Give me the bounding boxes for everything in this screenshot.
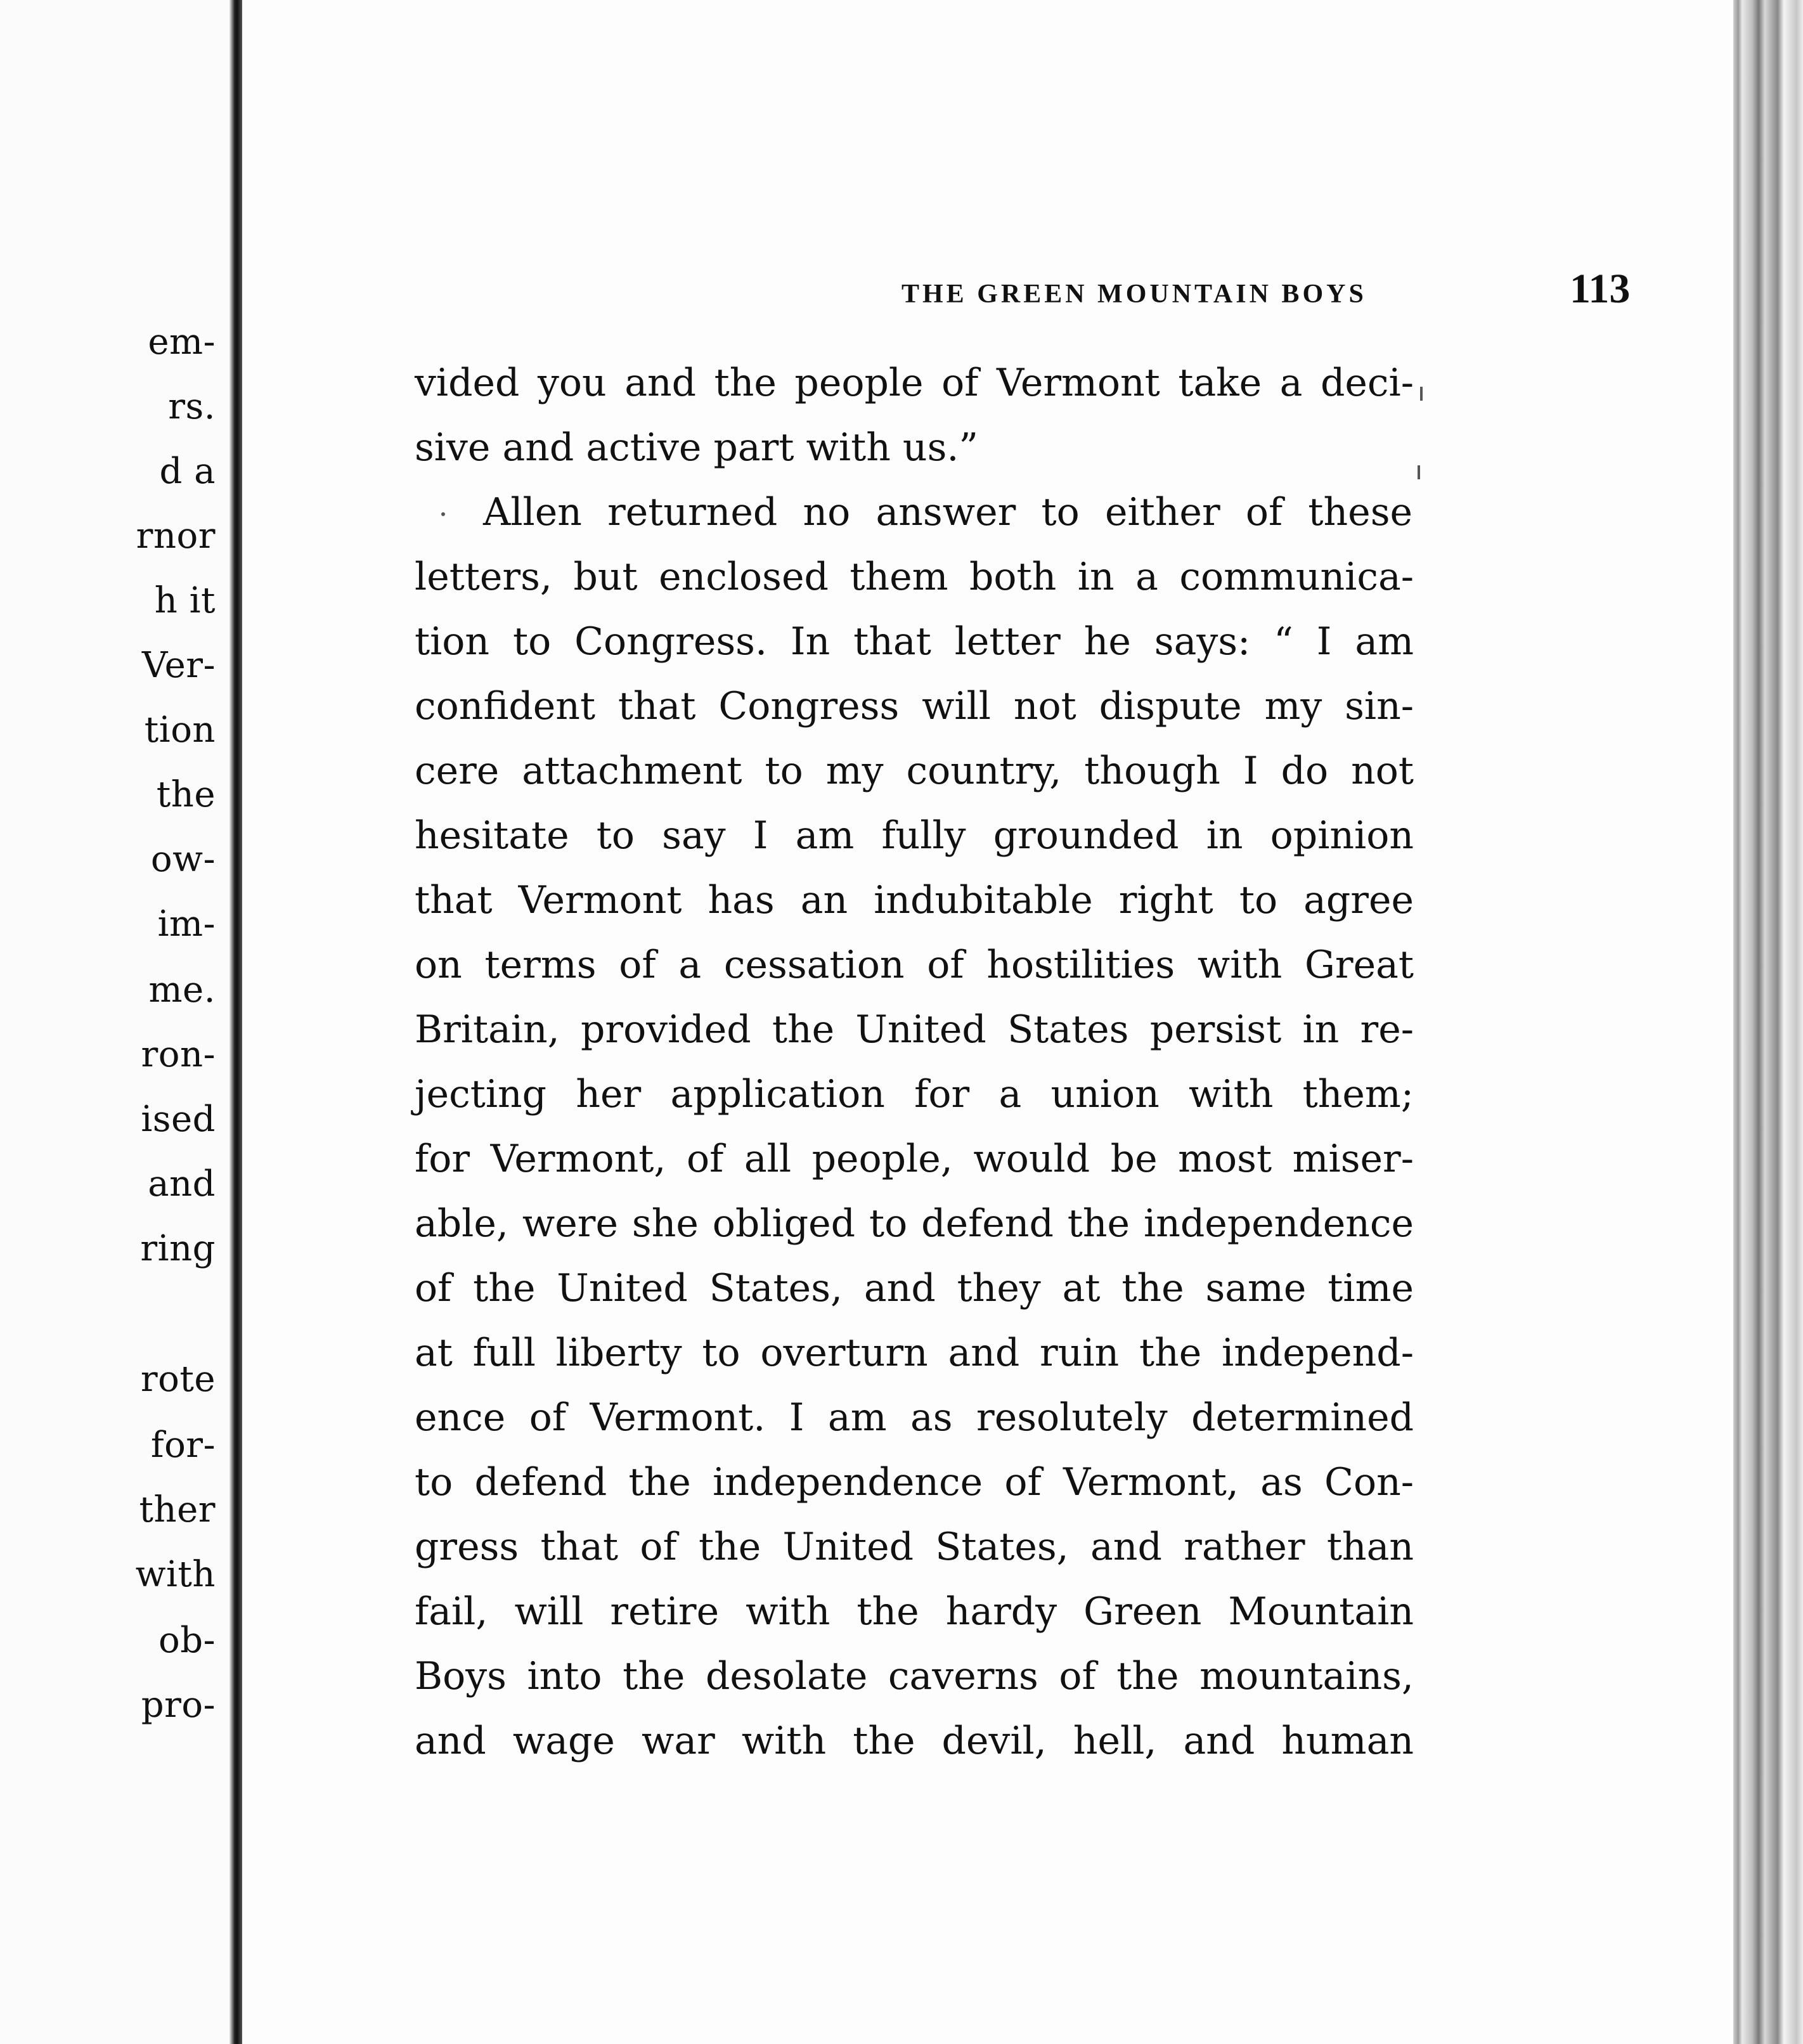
left-page-line: ob- [158,1620,216,1661]
body-line: cere attachment to my country, though I do not [415,749,1414,793]
body-line: able, were she obliged to defend the independence [415,1201,1414,1246]
left-page-line: rote [140,1359,216,1400]
body-line: hesitate to say I am fully grounded in opinion [415,813,1414,858]
body-line: sive and active part with us.” [415,425,979,470]
left-page-line: me. [148,969,216,1011]
left-page-line: ised [141,1099,216,1140]
body-line: gress that of the United States, and rather than [415,1525,1414,1569]
body-line: tion to Congress. In that letter he says: “ I am [415,619,1414,664]
body-line: vided you and the people of Vermont take a deci- [415,361,1414,405]
left-page-line: pro- [141,1685,216,1726]
body-line: Britain, provided the United States persist in re- [415,1007,1414,1052]
body-line: to defend the independence of Vermont, as Con- [415,1460,1414,1504]
print-speck [1418,465,1420,479]
running-head: THE GREEN MOUNTAIN BOYS [902,280,1367,309]
left-page-line: rs. [168,386,216,427]
left-page-line: em- [148,321,216,363]
left-page-line: ther [139,1489,216,1530]
body-line: and wage war with the devil, hell, and human [415,1719,1414,1763]
page-number: 113 [1570,266,1631,312]
left-page-line: h it [154,580,216,621]
print-speck [1420,387,1423,401]
left-page-line: d a [159,451,216,492]
body-line: at full liberty to overturn and ruin the independ- [415,1331,1414,1375]
body-line: letters, but enclosed them both in a communica- [415,555,1414,599]
body-line: that Vermont has an indubitable right to agree [415,878,1414,922]
left-page-line: ow- [150,839,216,880]
paragraph-first-line: Allen returned no answer to either of these [483,490,1412,534]
left-page-line: im- [157,903,216,945]
left-page-line: rnor [136,515,216,557]
left-page-line: with [135,1554,216,1595]
left-page-line: tion [144,709,216,751]
left-page-line: for- [150,1425,216,1466]
left-page-line: ring [140,1228,216,1269]
body-line: confident that Congress will not dispute my sin- [415,684,1414,728]
left-page-line: and [148,1163,216,1205]
print-speck [441,512,445,516]
body-line: for Vermont, of all people, would be most miser- [415,1137,1414,1181]
page-edge [1733,0,1803,2044]
left-page-line: the [156,774,216,815]
body-line: ence of Vermont. I am as resolutely determined [415,1395,1414,1440]
left-page-line: Ver- [141,645,216,686]
body-line: Boys into the desolate caverns of the mountains, [415,1654,1414,1698]
body-line: of the United States, and they at the same time [415,1266,1414,1310]
body-line: fail, will retire with the hardy Green Mountain [415,1589,1414,1634]
left-page-fragment [0,0,235,2044]
book-gutter [229,0,242,2044]
left-page-line: ron- [141,1034,216,1075]
body-line: on terms of a cessation of hostilities with Great [415,943,1414,987]
body-line: jecting her application for a union with them; [415,1072,1414,1116]
